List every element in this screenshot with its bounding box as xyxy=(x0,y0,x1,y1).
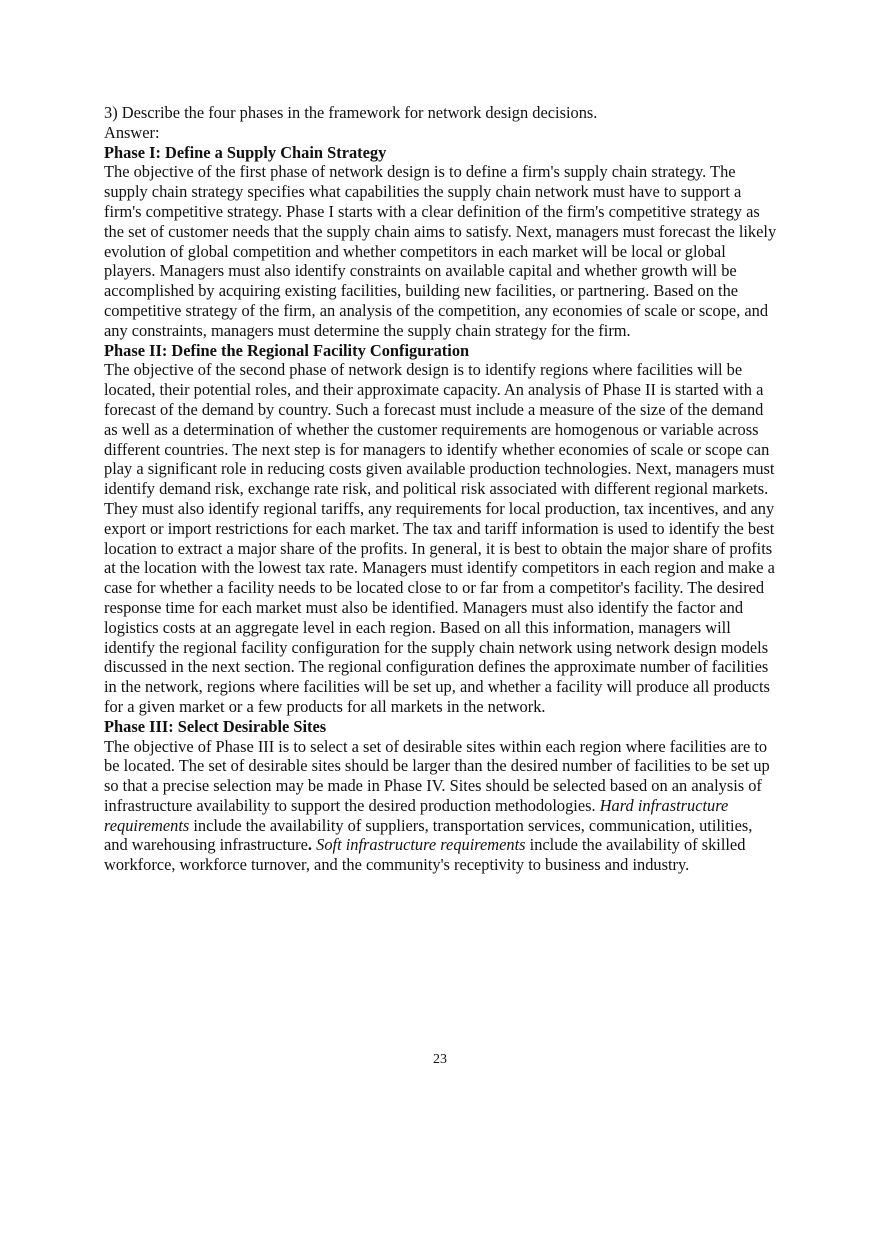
soft-infrastructure-text: include the availability of skilled workforce, workforce turnover, and the community's receptivity to business and industry. xyxy=(104,835,746,875)
hard-infrastructure-period: . xyxy=(307,835,313,855)
answer-label: Answer: xyxy=(104,122,160,142)
phase-2-heading: Phase II: Define the Regional Facility Configuration xyxy=(104,340,470,360)
hard-infrastructure-term: Hard infrastructure requirements xyxy=(104,795,729,835)
hard-infrastructure-text: include the availability of suppliers, transportation services, communication, utilities, and warehousing infrastructure xyxy=(104,815,753,855)
phase-1-body: The objective of the first phase of network design is to define a firm's supply chain strategy. The supply chain strategy specifies what capabilities the supply chain network must have to support a firm's competitive strategy. Phase I starts with a clear definition of the firm's competitive strategy as the set of customer needs that the supply chain aims to satisfy. Next, managers must forecast the likely evolution of global competition and whether competitors in each market will be local or global players. Managers must also identify constraints on available capital and whether growth will be accomplished by acquiring existing facilities, building new facilities, or partnering. Based on the competitive strategy of the firm, an analysis of the competition, any economies of scale or scope, and any constraints, managers must determine the supply chain strategy for the firm. xyxy=(104,162,777,340)
phase-3-intro: The objective of Phase III is to select a set of desirable sites within each region where facilities are to be located. The set of desirable sites should be larger than the desired number of facilities to be set up so that a precise selection may be made in Phase IV. Sites should be selected based on an analysis of infrastructure availability to support the desired production methodologies. xyxy=(104,736,770,815)
phase-3-heading: Phase III: Select Desirable Sites xyxy=(104,716,327,736)
soft-infrastructure-term: Soft infrastructure requirements xyxy=(316,835,526,855)
phase-2-body: The objective of the second phase of network design is to identify regions where facilities will be located, their potential roles, and their approximate capacity. An analysis of Phase II is started with a forecast of the demand by country. Such a forecast must include a measure of the size of the demand as well as a determination of whether the customer requirements are homogenous or variable across different countries. The next step is for managers to identify whether economies of scale or scope can play a significant role in reducing costs given available production technologies. Next, managers must identify demand risk, exchange rate risk, and political risk associated with different regional markets. They must also identify regional tariffs, any requirements for local production, tax incentives, and any export or import restrictions for each market. The tax and tariff information is used to identify the best location to extract a major share of the profits. In general, it is best to obtain the major share of profits at the location with the lowest tax rate. Managers must identify competitors in each region and make a case for whether a facility needs to be located close to or far from a competitor's facility. The desired response time for each market must also be identified. Managers must also identify the factor and logistics costs at an aggregate level in each region. Based on all this information, managers will identify the regional facility configuration for the supply chain network using network design models discussed in the next section. The regional configuration defines the approximate number of facilities in the network, regions where facilities will be set up, and whether a facility will produce all products for a given market or a few products for all markets in the network. xyxy=(104,360,775,716)
phase-1-heading: Phase I: Define a Supply Chain Strategy xyxy=(104,142,387,162)
phase-3-body xyxy=(104,737,780,876)
document-page xyxy=(104,103,780,875)
page-number: 23 xyxy=(433,1052,447,1067)
question-text: 3) Describe the four phases in the framework for network design decisions. xyxy=(104,103,598,122)
